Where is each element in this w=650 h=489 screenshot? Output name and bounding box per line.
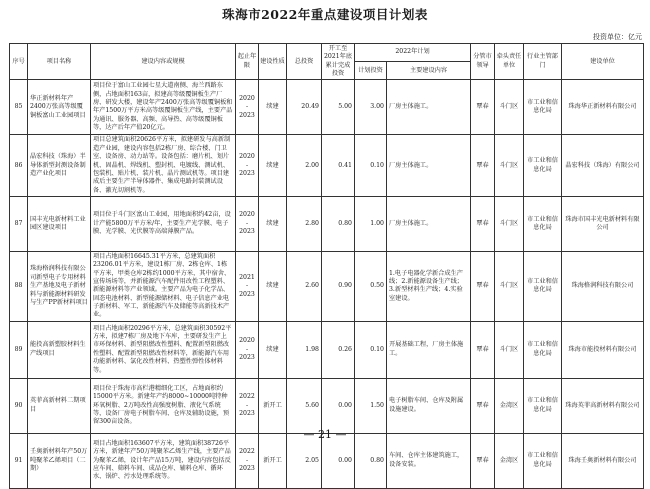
row-start-year: 2022 — [239, 393, 255, 401]
row-year-dash: - — [245, 219, 249, 227]
row-dept: 市工业和信息化局 — [524, 196, 562, 251]
row-end-year: 2023 — [239, 354, 255, 361]
row-year-dash: - — [245, 103, 249, 111]
row-cumulative: 0.00 — [322, 433, 355, 488]
row-end-year: 2023 — [239, 465, 255, 472]
row-cumulative: 0.00 — [322, 378, 355, 433]
row-plan: 3.00 — [355, 80, 387, 135]
row-years — [236, 251, 259, 321]
row-years — [236, 135, 259, 197]
header-plan-content: 主要建设内容 — [387, 62, 471, 80]
row-end-year: 2023 — [239, 410, 255, 417]
row-total: 2.00 — [287, 135, 322, 197]
header-industry-dept: 行业主管部门 — [524, 44, 562, 80]
header-plan-group: 2022年计划 — [355, 44, 471, 62]
row-leader: 覃春 — [471, 196, 495, 251]
row-nature: 新开工 — [259, 433, 287, 488]
page-number: — 21 — — [303, 428, 347, 441]
row-years — [236, 378, 259, 433]
row-total: 2.80 — [287, 196, 322, 251]
row-dept: 市工业和信息化局 — [524, 251, 562, 321]
row-plan-content: 电子树脂车间、仓库及附属设施建设。 — [387, 378, 471, 433]
row-plan-content: 车间、仓库主体建筑施工，设备安装。 — [387, 433, 471, 488]
row-cumulative: 0.80 — [322, 196, 355, 251]
row-plan: 0.10 — [355, 135, 387, 197]
row-seq: 88 — [10, 251, 28, 321]
row-company: 珠海格润科技有限公司 — [562, 251, 644, 321]
row-total: 5.60 — [287, 378, 322, 433]
row-cumulative: 0.90 — [322, 251, 355, 321]
table-row — [10, 378, 644, 433]
table-row — [10, 321, 644, 378]
row-company: 珠海市能投材料有限公司 — [562, 321, 644, 378]
row-plan: 0.80 — [355, 433, 387, 488]
row-plan: 0.50 — [355, 251, 387, 321]
table-row — [10, 135, 644, 197]
table-row — [10, 196, 644, 251]
row-plan: 1.00 — [355, 196, 387, 251]
row-dept: 市工业和信息化局 — [524, 135, 562, 197]
table-row — [10, 433, 644, 488]
row-years — [236, 80, 259, 135]
row-start-year: 2020 — [239, 153, 255, 161]
row-year-dash: - — [245, 161, 249, 169]
row-name: 华正新材料年产2400万张高等级覆铜板富山工业园项目 — [28, 80, 91, 135]
row-name: 珠海格润科技有限公司新型电子专用材料生产基地及电子新材料与新能源材料研发与生产PP新材料项目 — [28, 251, 91, 321]
row-cumulative: 0.41 — [322, 135, 355, 197]
row-name: 能投高新塑胶材料生产线项目 — [28, 321, 91, 378]
row-name: 国丰光电新材料工业园区建设项目 — [28, 196, 91, 251]
row-plan-content: 1.电子电器化学新合成生产线；2.新能源设备生产线；3.新型材料生产线；4.实验室建设。 — [387, 251, 471, 321]
row-nature: 续建 — [259, 196, 287, 251]
header-lead-unit: 牵头责任单位 — [495, 44, 524, 80]
header-city-leader: 分管市领导 — [471, 44, 495, 80]
row-name: 壬奥新材料年产50万吨聚苯乙烯项目（二期） — [28, 433, 91, 488]
row-total: 2.05 — [287, 433, 322, 488]
row-name: 英菲高新材料二期项目 — [28, 378, 91, 433]
row-start-year: 2021 — [239, 273, 255, 281]
header-row-1 — [10, 44, 644, 62]
row-leader: 覃春 — [471, 135, 495, 197]
row-name: 晶宏科技（珠海）半导体新型封测设备制造产业化项目 — [28, 135, 91, 197]
row-plan-content: 厂房主体施工。 — [387, 196, 471, 251]
row-company: 珠海市国丰光电新材料有限公司 — [562, 196, 644, 251]
row-content: 项目位于珠海市高栏港精细化工区，占地面积约15000平方米。新建年产约8000~10000吨特种环氧树脂、2万吨改性高强度树脂、液化气系统等，设备厂房电子树脂车间、仓库及辅助设施，预留300亩设备。 — [91, 378, 236, 433]
row-end-year: 2023 — [239, 169, 255, 177]
row-end-year: 2023 — [239, 290, 255, 298]
table-row — [10, 80, 644, 135]
row-year-dash: - — [245, 282, 249, 290]
row-content: 项目占地面积16645.31平方米，总建筑面积23206.01平方米，建设1栋厂房、2栋仓库、1栋平方米，甲类仓库2栋约1000平方米，其中宿舍、宣传场场等，并新能源汽车配件用改性工程塑料、新能源材料等产业领域。主要产品为电子化学品、固态电池材料、新型能源储材料、电子信息产业电子新材料、军工、新能源汽车及储能等高新技术产业。 — [91, 251, 236, 321]
row-cumulative: 0.26 — [322, 321, 355, 378]
row-total: 2.60 — [287, 251, 322, 321]
row-company: 珠海壬奥新材料有限公司 — [562, 433, 644, 488]
row-plan-content: 厂房主体施工。 — [387, 135, 471, 197]
table-row — [10, 251, 644, 321]
row-seq: 87 — [10, 196, 28, 251]
row-content: 项目占地面积20296平方米，总建筑面积30592平方米，拟建7栋厂房及地下车库，主要研发生产上市环保材料、新型阻燃改性塑料、配置新型阻燃改性塑料、配置新型阻燃改性材料等，新能源汽车用功能新材料、氯化改性材料、热塑性弹性体材料等。 — [91, 321, 236, 378]
header-company: 建设单位 — [562, 44, 644, 80]
row-plan: 1.50 — [355, 378, 387, 433]
row-nature: 续建 — [259, 80, 287, 135]
header-start-end: 起止年限 — [236, 44, 259, 80]
row-district: 斗门区 — [495, 251, 524, 321]
row-total: 20.49 — [287, 80, 322, 135]
row-company: 珠海华正新材料有限公司 — [562, 80, 644, 135]
row-start-year: 2020 — [239, 211, 255, 219]
row-district: 金湾区 — [495, 378, 524, 433]
row-total: 1.98 — [287, 321, 322, 378]
row-leader: 覃春 — [471, 321, 495, 378]
row-start-year: 2020 — [239, 94, 255, 102]
row-plan-content: 厂房主体施工。 — [387, 80, 471, 135]
row-end-year: 2023 — [239, 228, 255, 236]
row-dept: 市工业和信息化局 — [524, 321, 562, 378]
row-seq: 90 — [10, 378, 28, 433]
row-plan-content: 开展基础工程，厂房主体施工。 — [387, 321, 471, 378]
row-seq: 89 — [10, 321, 28, 378]
row-leader: 覃春 — [471, 251, 495, 321]
header-cumulative-investment: 开工至2021年底累计完成投资 — [322, 44, 355, 80]
row-seq: 86 — [10, 135, 28, 197]
row-content: 项目占地面积163607平方米，建筑面积38726平方米，新建年产50万吨聚苯乙烯生产线，主要产品为聚苯乙烯，设计年产品15万吨，建设内容包括反应车间、筛料车间、成品仓库、辅料仓库、循环水、锅炉、污水处理系统等。 — [91, 433, 236, 488]
row-start-year: 2022 — [239, 448, 255, 456]
header-content: 建设内容或规模 — [91, 44, 236, 80]
row-nature: 续建 — [259, 135, 287, 197]
row-nature: 新开工 — [259, 378, 287, 433]
row-years — [236, 321, 259, 378]
project-plan-table — [9, 43, 644, 489]
row-district: 金湾区 — [495, 433, 524, 488]
row-seq: 85 — [10, 80, 28, 135]
row-year-dash: - — [245, 345, 249, 353]
row-cumulative: 5.00 — [322, 80, 355, 135]
page-title: 珠海市2022年重点建设项目计划表 — [222, 7, 428, 22]
row-company: 晶宏科技（珠海）有限公司 — [562, 135, 644, 197]
row-content: 项目位于富山工业园七星大道南侧、海兰西路东侧，占地面积163亩，拟建高等级覆铜板生产厂房、研发大楼，建设年产2400万张高等级覆铜板和年产1500万平方米高等级覆铜板生产线，主要产品为通讯、服务器、高频、高导热、高等级覆铜板等，达产后年产值20亿元。 — [91, 80, 236, 135]
header-plan-investment: 计划投资 — [355, 62, 387, 80]
row-district: 斗门区 — [495, 135, 524, 197]
row-district: 斗门区 — [495, 321, 524, 378]
row-leader: 覃春 — [471, 80, 495, 135]
row-company: 珠海英菲高新材料有限公司 — [562, 378, 644, 433]
row-nature: 续建 — [259, 251, 287, 321]
row-dept: 市工业和信息化局 — [524, 433, 562, 488]
unit-label: 投资单位：亿元 — [593, 33, 642, 41]
row-end-year: 2023 — [239, 111, 255, 119]
row-dept: 市工业和信息化局 — [524, 378, 562, 433]
row-seq: 91 — [10, 433, 28, 488]
row-year-dash: - — [245, 456, 249, 464]
header-nature: 建设性质 — [259, 44, 287, 80]
row-dept: 市工业和信息化局 — [524, 80, 562, 135]
row-start-year: 2020 — [239, 337, 255, 345]
row-content: 项目位于斗门区富山工业园，用地面积约42亩，设计产能5800万平方米/年，主要生产光学膜、电子膜、光学膜、光伏膜等高端薄膜产品。 — [91, 196, 236, 251]
row-leader: 覃春 — [471, 433, 495, 488]
row-content: 项目总建筑面积20626平方米，拟建研发与高新制造产业园，建设内容包括2栋厂房、综合楼、门卫室、设备房、动力站等。设备包括：磨片机、划片机、固晶机、焊线机、塑封机、电镀线、测试机、包装机、贴片机、装片机、晶片测试机等。项目建成后主要生产半导体器件、集成电路封装测试设备、激光切割机等。 — [91, 135, 236, 197]
header-total-investment: 总投资 — [287, 44, 322, 80]
header-seq: 序号 — [10, 44, 28, 80]
row-year-dash: - — [245, 401, 249, 409]
row-district: 斗门区 — [495, 196, 524, 251]
row-leader: 覃春 — [471, 378, 495, 433]
row-plan: 0.10 — [355, 321, 387, 378]
row-nature: 续建 — [259, 321, 287, 378]
row-years — [236, 433, 259, 488]
row-years — [236, 196, 259, 251]
row-district: 斗门区 — [495, 80, 524, 135]
header-name: 项目名称 — [28, 44, 91, 80]
